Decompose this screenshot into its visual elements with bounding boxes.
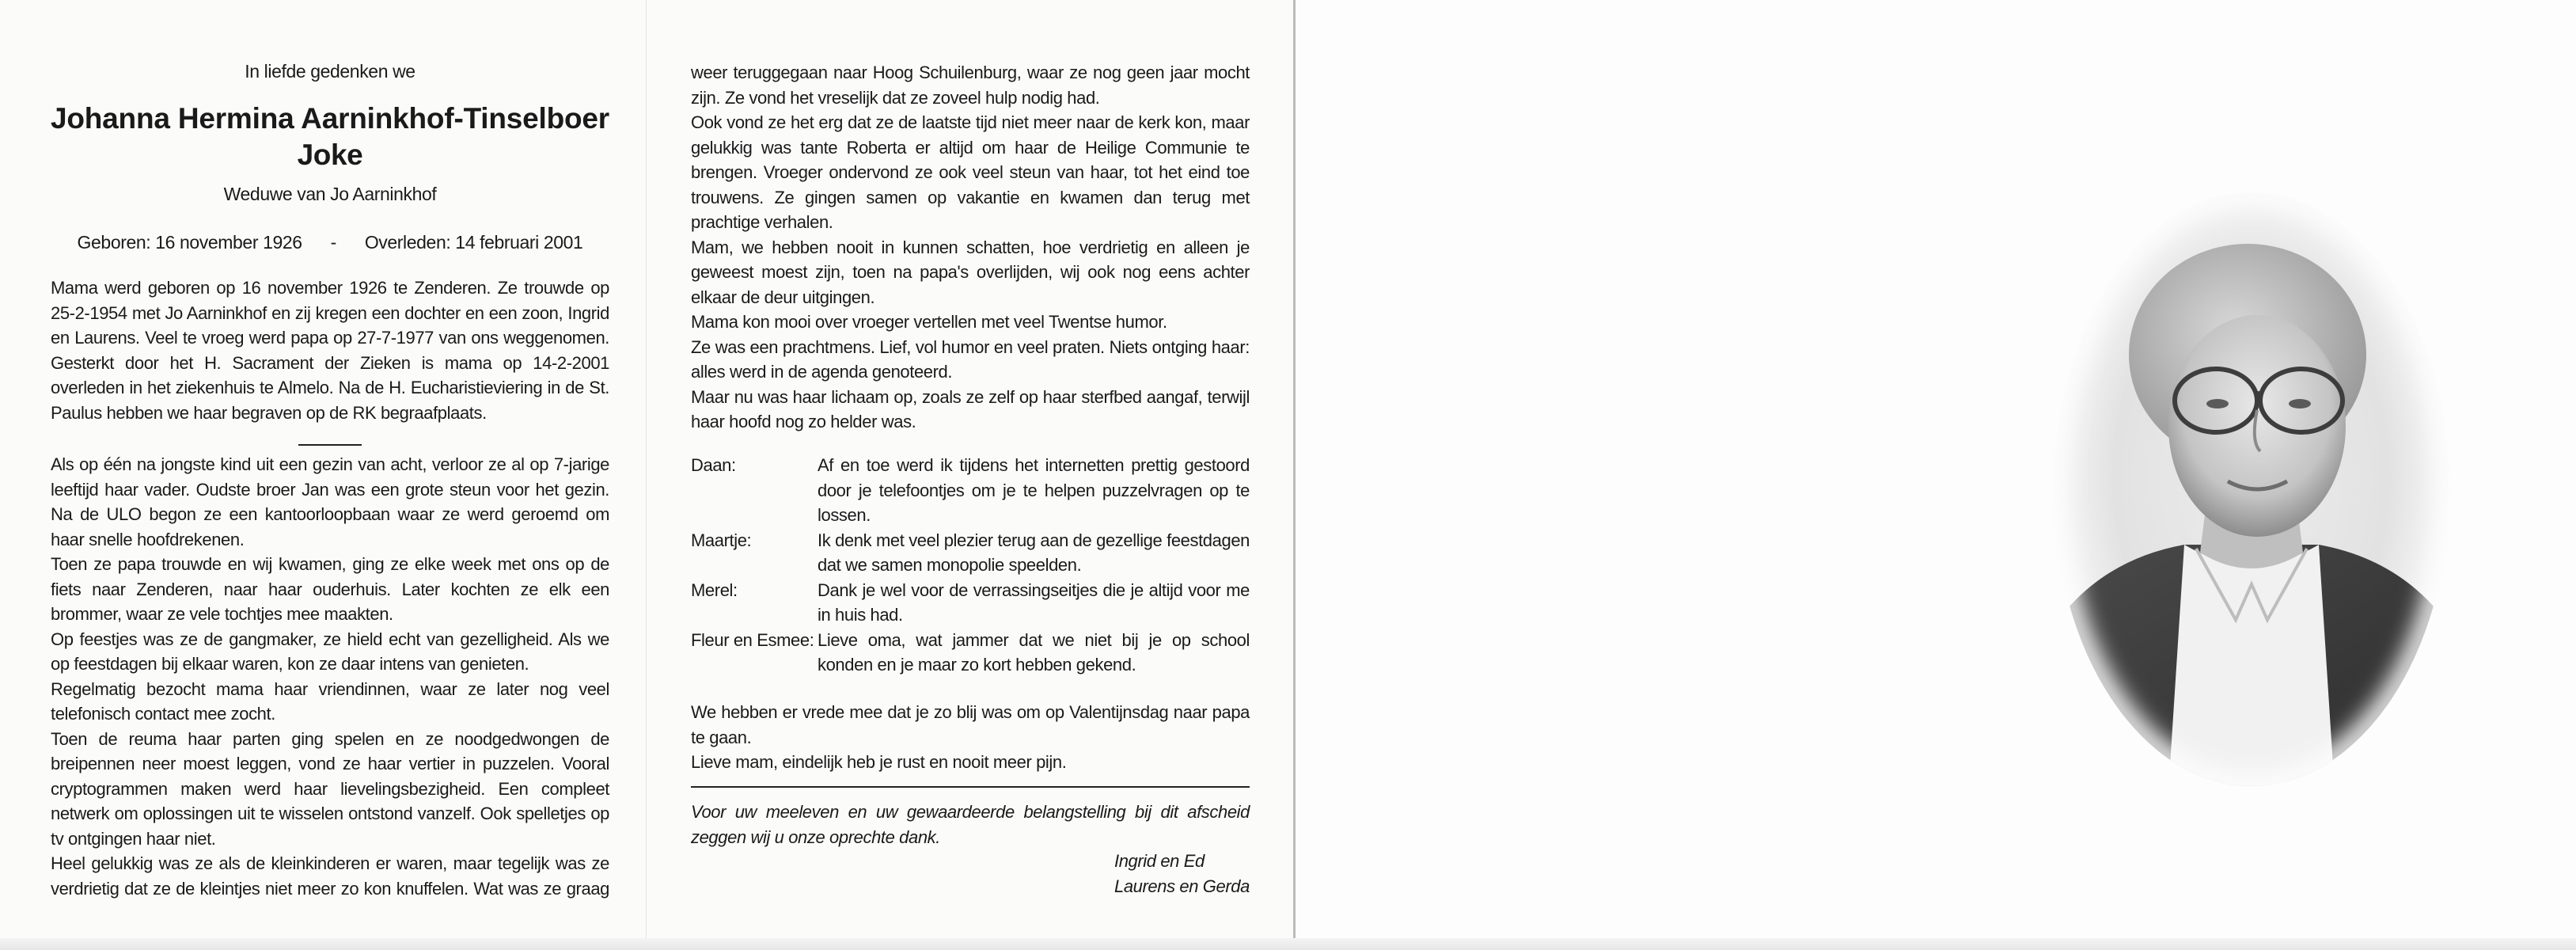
fold-line: [1293, 0, 1296, 950]
fold-line: [646, 0, 647, 950]
life-dates: [51, 230, 609, 256]
signature-line: Ingrid en Ed: [1114, 851, 1205, 871]
intro-line: In liefde gedenken we: [245, 61, 415, 82]
message-row: [691, 578, 1250, 628]
birth-date: Geboren: 16 november 1926: [77, 232, 302, 253]
story-paragraph: Mam, we hebben nooit in kunnen schatten, hoe verdrietig en alleen je geweest moest zijn, toen na papa's overlijden, wij ook nog eens achter elkaar de deur uitgingen.: [691, 237, 1250, 307]
deceased-nickname: Joke: [297, 139, 363, 171]
message-row: [691, 453, 1250, 528]
section-divider: [298, 444, 362, 446]
message-row: [691, 628, 1250, 678]
deceased-name: Johanna Hermina Aarninkhof-Tinselboer: [51, 102, 610, 135]
portrait-photo-icon: [2050, 188, 2453, 790]
thank-you-note: Voor uw meeleven en uw gewaardeerde belangstelling bij dit afscheid zeggen wij u onze oprechte dank.: [691, 802, 1250, 847]
story-paragraph: Als op één na jongste kind uit een gezin van acht, verloor ze al op 7-jarige leeftijd haar vader. Oudste broer Jan was een grote steun voor het gezin. Na de ULO begon ze een kantoorloopbaan waar ze werd geroemd om haar snelle hoofdrekenen.: [51, 454, 609, 549]
biography-paragraph: Mama werd geboren op 16 november 1926 te Zenderen. Ze trouwde op 25-2-1954 met Jo Aarninkhof en zij kregen een dochter en een zoon, Ingrid en Laurens. Veel te vroeg werd papa op 27-7-1977 van ons weggenomen. Gesterkt door het H. Sacrament der Zieken is mama op 14-2-2001 overleden in het ziekenhuis te Almelo. Na de H. Eucharistieviering in de St. Paulus hebben we haar begraven op de RK begraafplaats.: [51, 278, 609, 423]
widow-line: Weduwe van Jo Aarninkhof: [223, 184, 437, 204]
story-paragraph: Op feestjes was ze de gangmaker, ze hield echt van gezelligheid. Als we op feestdagen bij elkaar waren, kon ze daar intens van genieten.: [51, 629, 609, 674]
left-panel: [0, 0, 646, 950]
grandchildren-messages: [691, 453, 1250, 678]
message-author: Merel:: [691, 580, 738, 600]
message-text: Ik denk met veel plezier terug aan de gezellige feestdagen dat we samen monopolie speelden.: [818, 530, 1250, 575]
message-text: Dank je wel voor de verrassingseitjes die je altijd voor me in huis had.: [818, 580, 1250, 625]
message-text: Lieve oma, wat jammer dat we niet bij je op school konden en je maar zo kort hebben gekend.: [818, 629, 1250, 674]
story-paragraph: Ze was een prachtmens. Lief, vol humor en veel praten. Niets ontging haar: alles werd in de agenda genoteerd.: [691, 336, 1250, 382]
story-paragraph: Toen ze papa trouwde en wij kwamen, ging ze elke week met ons op de fiets naar Zenderen, naar haar ouderhuis. Later kochten ze elk een brommer, waar ze vele tochtjes mee maakten.: [51, 554, 609, 624]
horizontal-rule: [691, 786, 1250, 788]
message-row: [691, 528, 1250, 578]
signatures: [1114, 849, 1257, 899]
life-story: [51, 452, 609, 901]
story-paragraph: weer teruggegaan naar Hoog Schuilenburg, waar ze nog geen jaar mocht zijn. Ze vond het vreselijk dat ze zoveel hulp nodig had.: [691, 63, 1250, 108]
story-paragraph: Regelmatig bezocht mama haar vriendinnen, waar ze later nog veel telefonisch contact mee zocht.: [51, 678, 609, 724]
date-separator: -: [330, 232, 336, 253]
story-paragraph: Maar nu was haar lichaam op, zoals ze zelf op haar sterfbed aangaf, terwijl haar hoofd nog zo helder was.: [691, 386, 1250, 431]
message-author: Daan:: [691, 455, 736, 475]
closing-lines: [691, 700, 1250, 775]
closing-paragraph: We hebben er vrede mee dat je zo blij was om op Valentijnsdag naar papa te gaan.: [691, 702, 1250, 747]
card-edge: [0, 938, 2576, 950]
message-author: Fleur en Esmee:: [691, 629, 814, 650]
story-paragraph: Mama kon mooi over vroeger vertellen met veel Twentse humor.: [691, 312, 1167, 332]
story-paragraph: Ook vond ze het erg dat ze de laatste tijd niet meer naar de kerk kon, maar gelukkig was tante Roberta er altijd om haar de Heilige Communie te brengen. Vroeger ondervond ze ook veel steun van haar, tot het eind toe trouwens. Ze gingen samen op vakantie en kwamen dan terug met prachtige verhalen.: [691, 112, 1250, 232]
closing-paragraph: Lieve mam, eindelijk heb je rust en nooit meer pijn.: [691, 752, 1067, 772]
story-continued: [691, 60, 1250, 435]
story-paragraph: Heel gelukkig was ze als de kleinkinderen er waren, maar tegelijk was ze verdrietig dat ze de kleintjes niet meer zo kon knuffelen. Wat was ze graag: [51, 853, 609, 899]
portrait-photo: [2050, 188, 2453, 790]
signature-line: Laurens en Gerda: [1114, 876, 1250, 896]
message-author: Maartje:: [691, 530, 752, 550]
message-text: Af en toe werd ik tijdens het internetten prettig gestoord door je telefoontjes om je te helpen puzzelvragen op te lossen.: [818, 455, 1250, 525]
death-date: Overleden: 14 februari 2001: [364, 232, 583, 253]
story-paragraph: Toen de reuma haar parten ging spelen en ze noodgedwongen de breipennen neer moest leggen, vond ze haar vertier in puzzelen. Vooral cryptogrammen maken werd haar lievelingsbezigheid. Een compleet netwerk om oplossingen uit te wisselen ontstond vanzelf. Ook spelletjes op tv ontgingen haar niet.: [51, 728, 609, 849]
